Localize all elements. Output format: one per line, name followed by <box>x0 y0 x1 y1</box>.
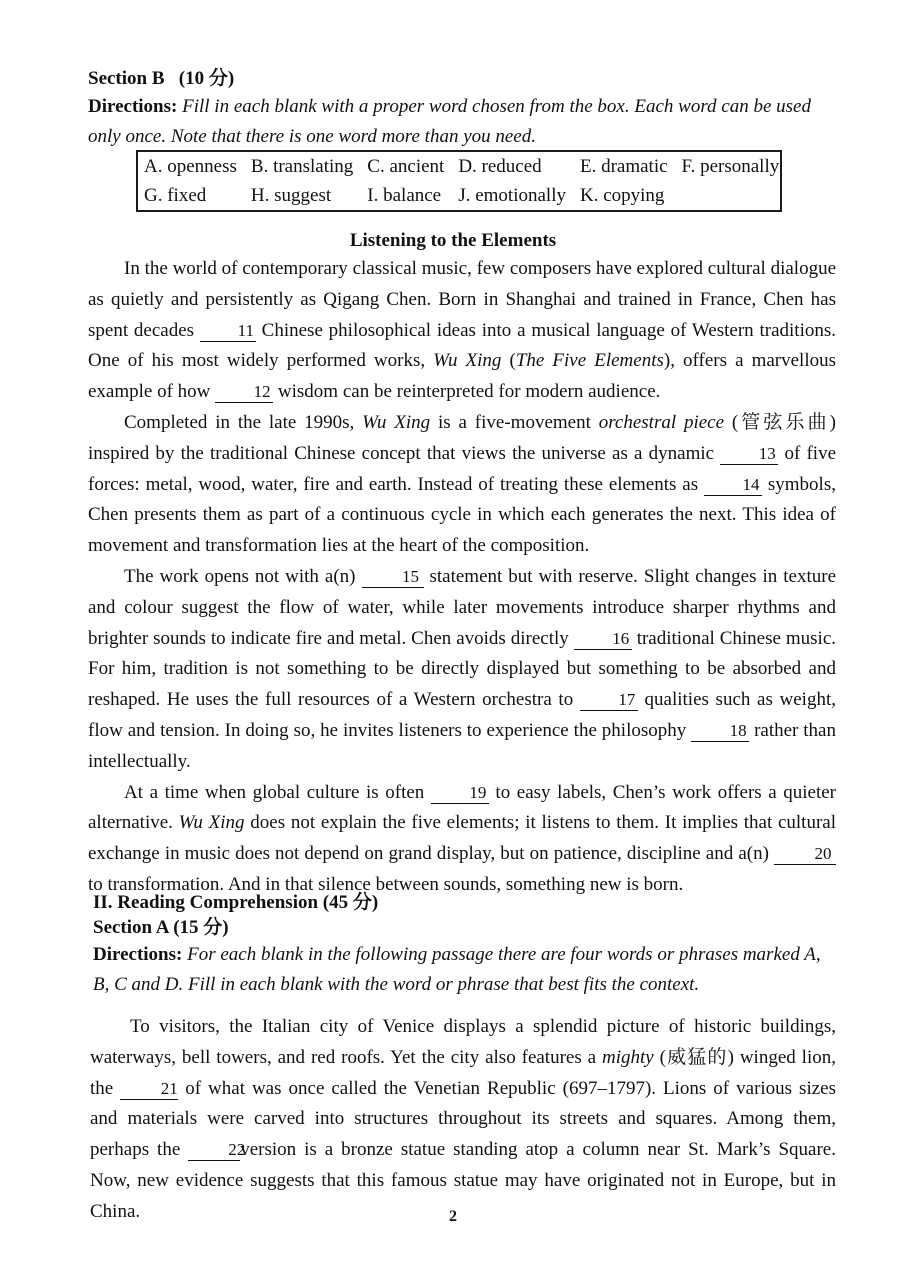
word-option: A. openness <box>144 155 237 177</box>
word-option <box>682 181 794 210</box>
word-option: F. personally <box>681 155 780 177</box>
blank-13[interactable]: 13 <box>720 444 778 465</box>
passage-title: Listening to the Elements <box>349 230 557 251</box>
word-option: B. translating <box>250 155 354 177</box>
page-number: 2 <box>449 1208 457 1225</box>
section-b-directions: Directions: Fill in each blank with a proper word chosen from the box. Each word can be used only once. Note that there is one word more than you need. <box>88 96 811 147</box>
passage-1 <box>88 254 836 901</box>
part-2-heading: II. Reading Comprehension (45 分) <box>93 892 379 913</box>
blank-17[interactable]: 17 <box>580 690 638 711</box>
word-option: G. fixed <box>144 184 207 206</box>
blank-21[interactable]: 21 <box>120 1079 178 1100</box>
word-option: E. dramatic <box>579 155 668 177</box>
section-a-heading: Section A (15 分) <box>93 917 229 938</box>
word-option: I. balance <box>367 184 442 206</box>
blank-22[interactable]: 22 <box>188 1140 240 1161</box>
blank-18[interactable]: 18 <box>691 721 749 742</box>
word-option: C. ancient <box>367 155 445 177</box>
word-option: H. suggest <box>250 184 332 206</box>
paragraph: At a time when global culture is often 19 to easy labels, Chen’s work offers a quieter alternative. Wu Xing does not explain the five elements; it listens to them. It implies that cultural exchange in music does not depend on grand display, but on patience, discipline and a(n) 20 to transformation. And in that silence between sounds, something new is born. <box>88 781 836 895</box>
blank-12[interactable]: 12 <box>215 382 273 403</box>
blank-11[interactable]: 11 <box>200 321 256 342</box>
word-option: K. copying <box>579 184 665 206</box>
paragraph: In the world of contemporary classical music, few composers have explored cultural dialogue as quietly and persistently as Qigang Chen. Born in Shanghai and trained in France, Chen has spent decades 11 Chinese philosophical ideas into a musical language of Western traditions. One of his most widely performed works, Wu Xing (The Five Elements), offers a marvellous example of how 12 wisdom can be reinterpreted for modern audience. <box>88 258 837 403</box>
section-a-directions: Directions: For each blank in the following passage there are four words or phrases marked A, B, C and D. Fill in each blank with the word or phrase that best fits the context. <box>93 944 821 995</box>
paragraph: The work opens not with a(n) 15 statement but with reserve. Slight changes in texture and colour suggest the flow of water, while later movements introduce sharper rhythms and brighter sounds to indicate fire and metal. Chen avoids directly 16 traditional Chinese music. For him, tradition is not something to be directly displayed but something to be absorbed and reshaped. He uses the full resources of a Western orchestra to 17 qualities such as weight, flow and tension. In doing so, he invites listeners to experience the philosophy 18 rather than intellectually. <box>88 565 837 772</box>
word-box <box>136 150 782 212</box>
word-box-table <box>144 152 793 210</box>
blank-19[interactable]: 19 <box>431 783 489 804</box>
word-box-row <box>144 152 793 181</box>
blank-15[interactable]: 15 <box>362 567 424 588</box>
blank-14[interactable]: 14 <box>704 475 762 496</box>
word-option: D. reduced <box>458 155 542 177</box>
word-option: J. emotionally <box>458 184 566 206</box>
word-box-row <box>144 181 793 210</box>
blank-16[interactable]: 16 <box>574 629 632 650</box>
blank-20[interactable]: 20 <box>774 844 836 865</box>
paragraph: To visitors, the Italian city of Venice displays a splendid picture of historic buildings, waterways, bell towers, and red roofs. Yet the city also features a mighty (威猛的) winged lion, the 21 of what was once called the Venetian Republic (697–1797). Lions of various sizes and materials were carved into structures throughout its streets and squares. Among them, perhaps the 22version is a bronze statue standing atop a column near St. Mark’s Square. Now, new evidence suggests that this famous statue may have originated not in Europe, but in China. <box>90 1016 836 1222</box>
passage-2 <box>90 1012 836 1228</box>
section-b-heading: Section B (10 分) <box>88 68 235 89</box>
paragraph: Completed in the late 1990s, Wu Xing is a five-movement orchestral piece (管弦乐曲) inspired by the traditional Chinese concept that views the universe as a dynamic 13 of five forces: metal, wood, water, fire and earth. Instead of treating these elements as 14 symbols, Chen presents them as part of a continuous cycle in which each generates the next. This idea of movement and transformation lies at the heart of the composition. <box>88 411 837 557</box>
